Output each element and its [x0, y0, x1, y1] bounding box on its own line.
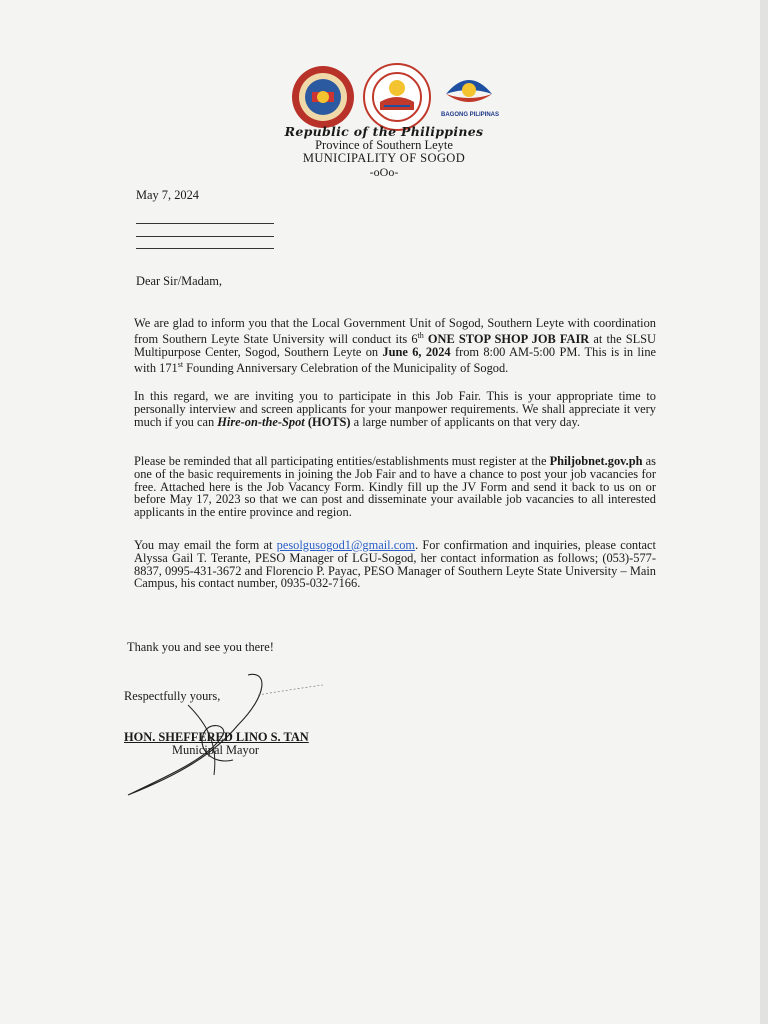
addressee-line: [136, 223, 274, 224]
peso-seal-logo: [362, 62, 432, 132]
p1-event-name: ONE STOP SHOP JOB FAIR: [423, 331, 590, 346]
p1-text: from 8:00 AM-5:00 PM. This is in line with 171: [134, 344, 657, 375]
p1-text: at the SLSU Multipurpose Center, Sogod, Southern Leyte on: [134, 331, 657, 359]
p3-text: as one of the basic requirements in joining the Job Fair and to have a chance to post your job vacancies for free. Attached here is the Job Vacancy Form. Kindly fill up the JV Form and send it back to us on or before May 17, 2023 so that we can post and disseminate your available job vacancies to all interested applicants in the entire province and region.: [134, 454, 656, 520]
p2-text: a large number of applicants on that very day.: [350, 414, 580, 429]
p3-text: Please be reminded that all participating entities/establishments must register at the: [134, 454, 550, 468]
scan-edge: [760, 0, 768, 1024]
header-ornament: -oOo-: [369, 165, 399, 179]
email-link[interactable]: pesolgusogod1@gmail.com: [276, 538, 416, 552]
p1-sup: th: [417, 330, 424, 340]
bagong-pilipinas-caption: BAGONG PILIPINAS: [440, 112, 499, 118]
province-heading: Province of Southern Leyte: [315, 138, 453, 152]
p4-text: . For confirmation and inquiries, please contact Alyssa Gail T. Terante, PESO Manager of LGU-Sogod, her contact information as follows; (053)-577-8837, 0995-431-3672 and Florencio P. Payac, PESO Manager of Southern Leyte State University – Main Campus, his contact number, 0935-032-7166.: [134, 538, 656, 591]
closing-line: Thank you and see you there!: [127, 640, 274, 654]
p4-text: You may email the form at: [134, 538, 277, 552]
addressee-line: [136, 248, 274, 249]
paragraph-contact: [134, 539, 656, 590]
p2-hots-acronym: (HOTS): [304, 414, 351, 429]
p3-website: Philjobnet.gov.ph: [549, 454, 643, 468]
paragraph-registration: [134, 455, 656, 519]
p2-hots-italic: Hire-on-the-Spot: [217, 414, 305, 429]
salutation: Dear Sir/Madam,: [136, 274, 223, 288]
republic-heading: Republic of the Philippines: [284, 124, 484, 139]
complimentary-close: Respectfully yours,: [124, 689, 221, 703]
header-logos: [290, 62, 500, 124]
p1-text: We are glad to inform you that the Local Government Unit of Sogod, Southern Leyte with coordination from Southern Leyte State University will conduct its 6: [134, 316, 656, 346]
p2-text: In this regard, we are inviting you to participate in this Job Fair. This is your appropriate time to personally interview and screen applicants for your manpower requirements. We shall appreciate it very much if you can: [134, 389, 656, 429]
paragraph-invitation: [134, 317, 656, 374]
paragraph-participation: [134, 390, 656, 428]
p1-sup: st: [177, 359, 184, 369]
letter-date: May 7, 2024: [136, 188, 199, 202]
municipal-seal-logo: [290, 64, 356, 130]
p1-text: Founding Anniversary Celebration of the Municipality of Sogod.: [183, 360, 509, 375]
signatory-title: Municipal Mayor: [172, 743, 260, 757]
signatory-name: HON. SHEFFERED LINO S. TAN: [124, 730, 309, 744]
addressee-line: [136, 236, 274, 237]
municipality-heading: MUNICIPALITY OF SOGOD: [302, 151, 466, 165]
p1-event-date: June 6, 2024: [382, 344, 451, 359]
